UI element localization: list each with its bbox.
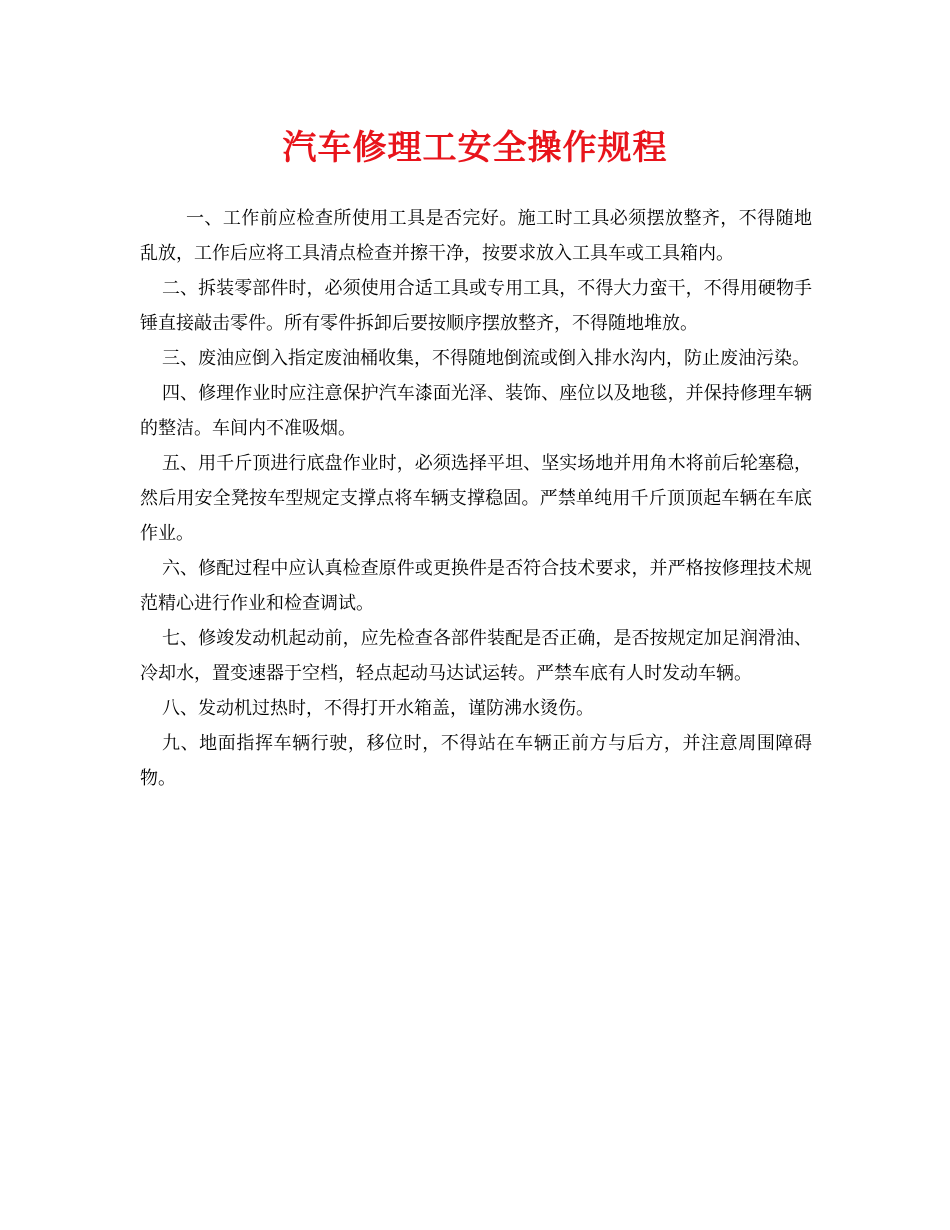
- paragraph-3: 三、废油应倒入指定废油桶收集，不得随地倒流或倒入排水沟内，防止废油污染。: [162, 348, 810, 369]
- paragraph-1: 一、工作前应检查所使用工具是否完好。施工时工具必须摆放整齐，不得随地乱放，工作后应将工具清点检查并擦干净，按要求放入工具车或工具箱内。: [140, 208, 812, 264]
- paragraph-8: 八、发动机过热时，不得打开水箱盖，谨防沸水烫伤。: [162, 698, 594, 719]
- page-title: 汽车修理工安全操作规程: [282, 128, 668, 168]
- paragraph-5: 五、用千斤顶进行底盘作业时，必须选择平坦、坚实场地并用角木将前后轮塞稳，然后用安全凳按车型规定支撑点将车辆支撑稳固。严禁单纯用千斤顶顶起车辆在车底作业。: [140, 453, 812, 544]
- paragraph-6: 六、修配过程中应认真检查原件或更换件是否符合技术要求，并严格按修理技术规范精心进行作业和检查调试。: [140, 558, 812, 614]
- paragraph-4: 四、修理作业时应注意保护汽车漆面光泽、装饰、座位以及地毯，并保持修理车辆的整洁。车间内不准吸烟。: [140, 383, 812, 439]
- paragraph-7: 七、修竣发动机起动前，应先检查各部件装配是否正确，是否按规定加足润滑油、冷却水，置变速器于空档，轻点起动马达试运转。严禁车底有人时发动车辆。: [140, 628, 812, 684]
- paragraph-9: 九、地面指挥车辆行驶，移位时，不得站在车辆正前方与后方，并注意周围障碍物。: [140, 733, 812, 789]
- paragraph-2: 二、拆装零部件时，必须使用合适工具或专用工具，不得大力蛮干，不得用硬物手锤直接敲击零件。所有零件拆卸后要按顺序摆放整齐，不得随地堆放。: [140, 278, 812, 334]
- document-body: [140, 201, 812, 796]
